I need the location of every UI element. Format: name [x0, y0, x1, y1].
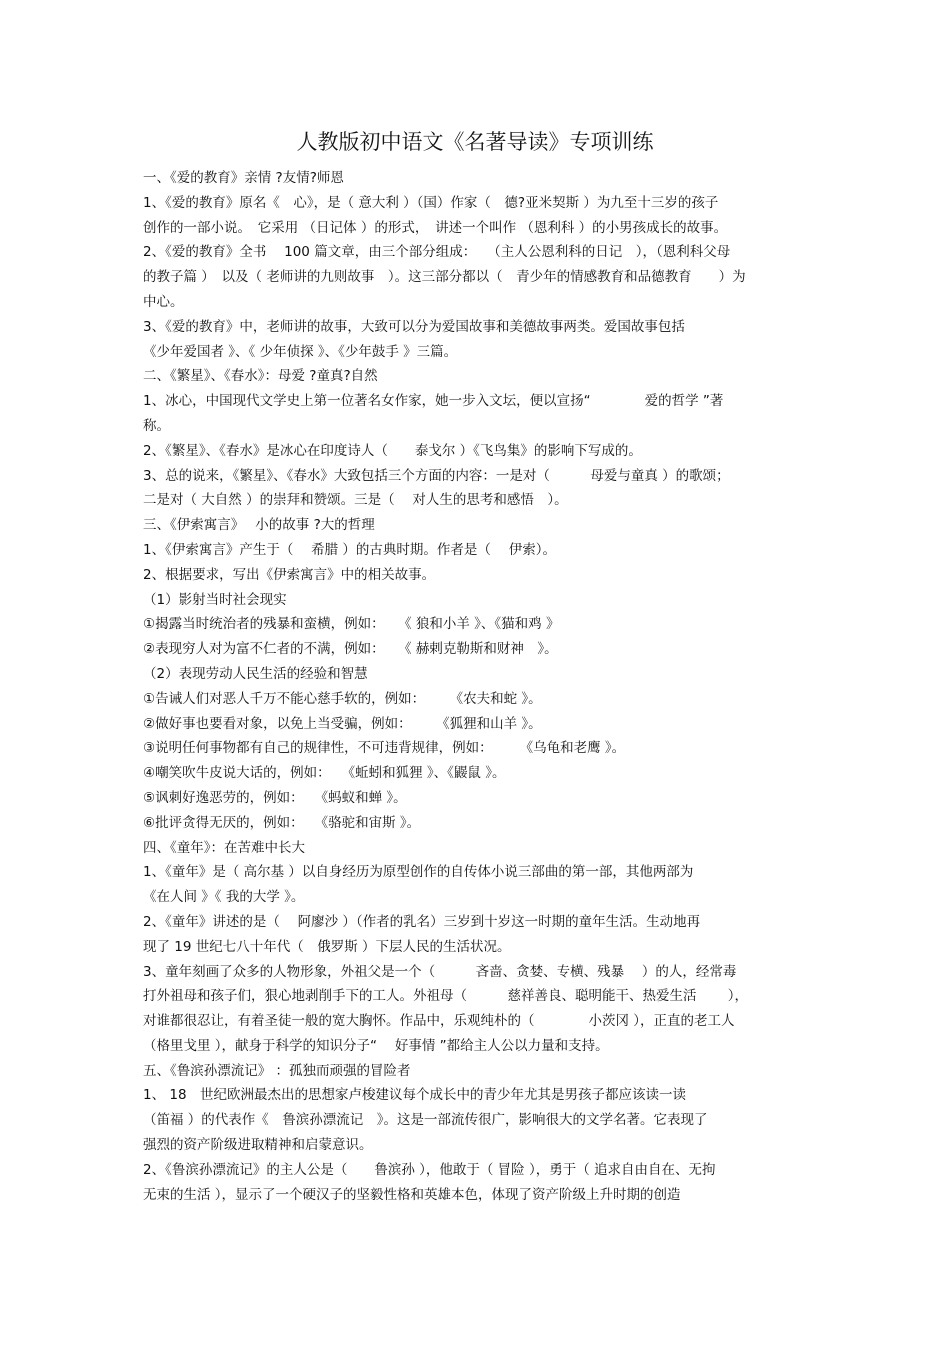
text-line: 《在人间 》《 我的大学 》。	[143, 889, 305, 906]
text-line: 《少年爱国者 》、《 少年侦探 》、《少年鼓手 》三篇。	[143, 343, 458, 360]
text-line: ①告诫人们对恶人千万不能心慈手软的，例如： 《农夫和蛇 》。	[143, 690, 542, 707]
text-line: （笛福 ）的代表作《 鲁滨孙漂流记 》。这是一部流传很广，影响很大的文学名著。它表现了	[143, 1112, 708, 1129]
text-line: 3、童年刻画了众多的人物形象，外祖父是一个（ 吝啬、贪婪、专横、残暴 ）的人，经常毒	[143, 963, 737, 980]
text-line: 无束的生活 ），显示了一个硬汉子的坚毅性格和英雄本色，体现了资产阶级上升时期的创造	[143, 1186, 681, 1203]
text-line: （2）表现劳动人民生活的经验和智慧	[143, 665, 368, 682]
text-line: 1、《伊索寓言》产生于（ 希腊 ）的古典时期。作者是（ 伊索）。	[143, 541, 556, 558]
text-line: 称。	[143, 417, 170, 434]
text-line: 2、《爱的教育》全书 100 篇文章，由三个部分组成： （主人公恩利科的日记 ），（恩利科父母	[143, 244, 731, 261]
text-line: 一、《爱的教育》亲情 ?友情?师恩	[143, 170, 344, 186]
text-line: （格里戈里 ），献身于科学的知识分子“ 好事情 ”都给主人公以力量和支持。	[143, 1037, 609, 1054]
text-line: ④嘲笑吹牛皮说大话的，例如： 《蚯蚓和狐狸 》、《鼹鼠 》。	[143, 765, 506, 782]
text-line: 2、《童年》讲述的是（ 阿廖沙 ）（作者的乳名）三岁到十岁这一时期的童年生活。生动地再	[143, 913, 701, 930]
text-line: 三、《伊索寓言》 小的故事 ?大的哲理	[143, 517, 375, 534]
document-body	[143, 166, 808, 1207]
text-line: 二是对（ 大自然 ）的崇拜和赞颂。三是（ 对人生的思考和感悟 ）。	[143, 492, 568, 509]
text-line: 二、《繁星》、《春水》：母爱 ?童真?自然	[143, 368, 378, 385]
text-line: 2、《繁星》、《春水》是冰心在印度诗人（ 泰戈尔 ）《飞鸟集》的影响下写成的。	[143, 442, 642, 459]
text-line: ③说明任何事物都有自己的规律性，不可违背规律，例如： 《乌龟和老鹰 》。	[143, 740, 626, 757]
text-line: 五、《鲁滨孙漂流记》 ：孤独而顽强的冒险者	[143, 1062, 411, 1079]
text-line: ⑥批评贪得无厌的，例如： 《骆驼和宙斯 》。	[143, 814, 421, 831]
text-line: 四、《童年》：在苦难中长大	[143, 839, 305, 856]
text-line: 3、总的说来，《繁星》、《春水》大致包括三个方面的内容：一是对（ 母爱与童真 ）的歌颂；	[143, 467, 730, 484]
page-title: 人教版初中语文《名著导读》专项训练	[296, 130, 654, 154]
text-line: 2、根据要求，写出《伊索寓言》中的相关故事。	[143, 566, 436, 583]
text-line: 强烈的资产阶级进取精神和启蒙意识。	[143, 1137, 373, 1154]
text-line: 打外祖母和孩子们，狠心地剥削手下的工人。外祖母（ 慈祥善良、聪明能干、热爱生活 ），	[143, 988, 749, 1005]
text-line: 1、《爱的教育》原名《 心》，是（ 意大利 ）（国）作家（ 德?亚米契斯 ）为九至十三岁的孩子	[143, 194, 719, 211]
text-line: ②做好事也要看对象，以免上当受骗，例如： 《狐狸和山羊 》。	[143, 715, 542, 732]
text-line: 现了 19 世纪七八十年代（ 俄罗斯 ）下层人民的生活状况。	[143, 938, 511, 955]
text-line: 创作的一部小说。 它采用 （日记体 ）的形式， 讲述一个叫作 （恩利科 ）的小男孩成长的故事。	[143, 219, 728, 236]
text-line: 1、 18 世纪欧洲最杰出的思想家卢梭建议每个成长中的青少年尤其是男孩子都应该读一读	[143, 1087, 687, 1104]
text-line: ⑤讽刺好逸恶劳的，例如： 《蚂蚁和蝉 》。	[143, 789, 407, 806]
text-line: 3、《爱的教育》中，老师讲的故事，大致可以分为爱国故事和美德故事两类。爱国故事包括	[143, 318, 685, 335]
text-line: ①揭露当时统治者的残暴和蛮横，例如： 《 狼和小羊 》、《猫和鸡 》	[143, 616, 560, 633]
text-line: 1、《童年》是（ 高尔基 ）以自身经历为原型创作的自传体小说三部曲的第一部，其他两部为	[143, 864, 694, 881]
text-line: （1）影射当时社会现实	[143, 591, 287, 608]
text-line: 2、《鲁滨孙漂流记》的主人公是（ 鲁滨孙 ），他敢于（ 冒险 ），勇于（ 追求自由自在、无拘	[143, 1161, 716, 1178]
text-line: 中心。	[143, 293, 184, 310]
text-line: 1、冰心，中国现代文学史上第一位著名女作家，她一步入文坛，便以宣扬“ 爱的哲学 ”著	[143, 393, 724, 410]
text-line: 的教子篇 ） 以及（ 老师讲的九则故事 ）。这三部分都以（ 青少年的情感教育和品德教育 ）为	[143, 269, 746, 286]
text-line: ②表现穷人对为富不仁者的不满，例如： 《 赫剌克勒斯和财神 》。	[143, 641, 558, 658]
text-line: 对谁都很忍让，有着圣徒一般的宽大胸怀。作品中，乐观纯朴的（ 小茨冈 ），正直的老工人	[143, 1013, 735, 1030]
